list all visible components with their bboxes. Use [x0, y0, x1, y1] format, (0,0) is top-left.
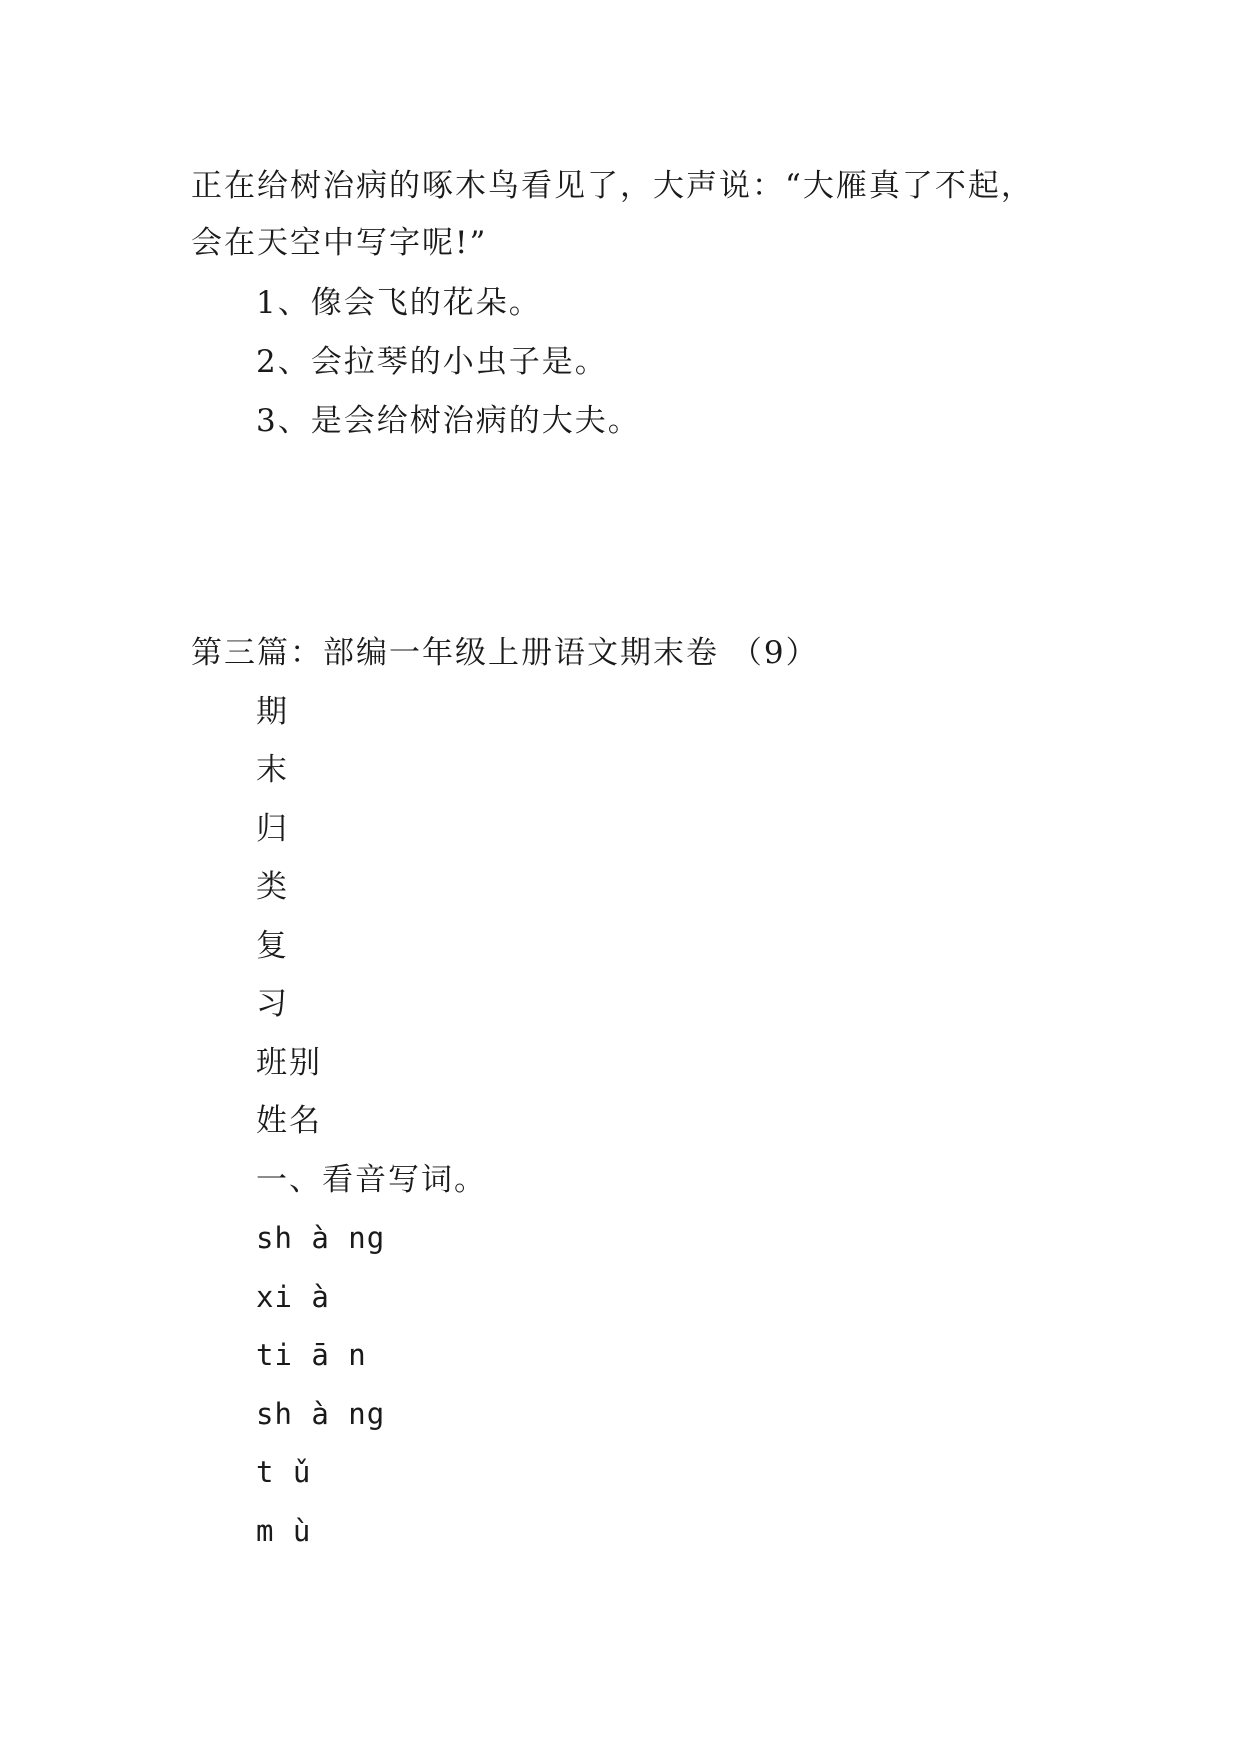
- pinyin-item-4: sh à ng: [256, 1397, 386, 1431]
- question-2: 2、会拉琴的小虫子是。: [256, 344, 608, 380]
- question-3: 3、是会给树治病的大夫。: [256, 403, 641, 439]
- exercise-heading: 一、看音写词。: [256, 1162, 487, 1198]
- pinyin-item-1: sh à ng: [256, 1221, 386, 1255]
- title-char-5: 复: [256, 928, 289, 964]
- title-char-3: 归: [256, 811, 289, 847]
- title-char-4: 类: [256, 869, 289, 905]
- title-char-2: 末: [256, 752, 289, 788]
- passage-line-1: 正在给树治病的啄木鸟看见了，大声说：“大雁真了不起，: [191, 168, 1034, 204]
- pinyin-item-3: ti ā n: [256, 1338, 367, 1372]
- question-1: 1、像会飞的花朵。: [256, 285, 542, 321]
- pinyin-item-5: t ǔ: [256, 1455, 312, 1489]
- pinyin-item-2: xi à: [256, 1280, 330, 1314]
- pinyin-item-6: m ù: [256, 1514, 312, 1548]
- passage-line-2: 会在天空中写字呢!”: [191, 225, 488, 261]
- name-label: 姓名: [256, 1103, 322, 1139]
- title-char-6: 习: [256, 986, 289, 1022]
- section-heading: 第三篇：部编一年级上册语文期末卷 （9）: [191, 635, 819, 671]
- class-label: 班别: [256, 1045, 322, 1081]
- title-char-1: 期: [256, 694, 289, 730]
